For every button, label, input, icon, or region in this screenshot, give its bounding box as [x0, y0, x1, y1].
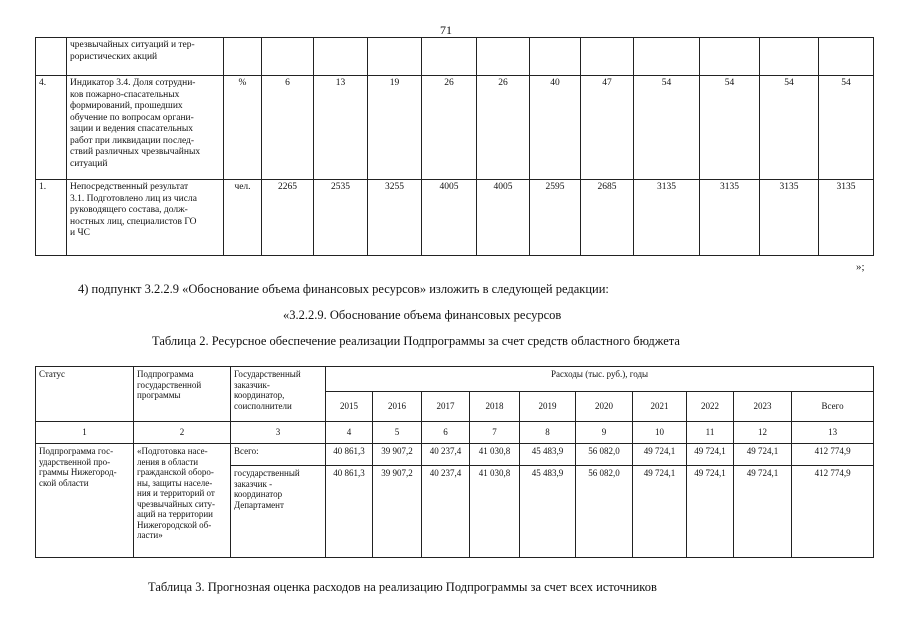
value-cell: 3255	[368, 180, 422, 256]
amount-cell: 56 082,0	[576, 444, 633, 466]
amount-cell: 41 030,8	[470, 444, 520, 466]
value-cell: 13	[314, 76, 368, 180]
column-number: 10	[633, 422, 687, 444]
indicator-text: Индикатор 3.4. Доля сотрудни- ков пожарно-спасательных формирований, прошедших обучение по вопросам органи- зации и ведения спасательных работ при ликвидации послед- ствий различных чрезвычайных ситуаций	[67, 76, 224, 180]
value-cell	[262, 38, 314, 76]
column-number: 4	[326, 422, 373, 444]
value-cell: 3135	[760, 180, 819, 256]
value-cell	[760, 38, 819, 76]
year-header: Всего	[792, 392, 874, 422]
value-cell	[422, 38, 477, 76]
value-cell: 3135	[700, 180, 760, 256]
amount-cell: 40 237,4	[422, 444, 470, 466]
indicators-table	[35, 37, 874, 256]
amount-cell: 40 861,3	[326, 466, 373, 558]
value-cell: 26	[422, 76, 477, 180]
amount-cell: 39 907,2	[373, 466, 422, 558]
value-cell: 2595	[530, 180, 581, 256]
column-number: 5	[373, 422, 422, 444]
amount-cell: 56 082,0	[576, 466, 633, 558]
column-number: 11	[687, 422, 734, 444]
closing-quote: »;	[856, 261, 865, 273]
table2-title: Таблица 2. Ресурсное обеспечение реализации Подпрограммы за счет средств областного бюджета	[152, 334, 680, 348]
column-number: 3	[231, 422, 326, 444]
value-cell: 54	[634, 76, 700, 180]
amount-cell: 41 030,8	[470, 466, 520, 558]
table-row	[36, 444, 874, 466]
table-row	[36, 76, 874, 180]
column-number: 8	[520, 422, 576, 444]
value-cell: 54	[760, 76, 819, 180]
header-status: Статус	[36, 367, 134, 422]
value-cell: 40	[530, 76, 581, 180]
value-cell: 3135	[819, 180, 874, 256]
column-number: 13	[792, 422, 874, 444]
value-cell: 19	[368, 76, 422, 180]
amount-cell: 49 724,1	[687, 444, 734, 466]
value-cell	[700, 38, 760, 76]
amount-cell: 39 907,2	[373, 444, 422, 466]
resource-table	[35, 366, 874, 558]
year-header: 2015	[326, 392, 373, 422]
value-cell: 2535	[314, 180, 368, 256]
value-cell: 2685	[581, 180, 634, 256]
column-number: 12	[734, 422, 792, 444]
amount-cell: 49 724,1	[734, 444, 792, 466]
table-row	[36, 180, 874, 256]
customer-label: государственный заказчик - координатор Департамент	[231, 466, 326, 558]
unit-cell	[224, 38, 262, 76]
column-number-row	[36, 422, 874, 444]
amount-cell: 40 861,3	[326, 444, 373, 466]
amount-cell: 49 724,1	[633, 444, 687, 466]
value-cell	[819, 38, 874, 76]
amount-cell: 49 724,1	[633, 466, 687, 558]
value-cell	[368, 38, 422, 76]
row-number	[36, 38, 67, 76]
header-expenses: Расходы (тыс. руб.), годы	[326, 367, 874, 392]
indicator-text: Непосредственный результат 3.1. Подготовлено лиц из числа руководящего состава, долж- ностных лиц, специалистов ГО и ЧС	[67, 180, 224, 256]
table3-title: Таблица 3. Прогнозная оценка расходов на реализацию Подпрограммы за счет всех источников	[148, 580, 657, 594]
value-cell	[634, 38, 700, 76]
indicator-text: чрезвычайных ситуаций и тер- рористических акций	[67, 38, 224, 76]
value-cell: 47	[581, 76, 634, 180]
year-header: 2017	[422, 392, 470, 422]
value-cell: 4005	[422, 180, 477, 256]
column-number: 9	[576, 422, 633, 444]
value-cell: 54	[700, 76, 760, 180]
amount-cell: 412 774,9	[792, 466, 874, 558]
row-number: 1.	[36, 180, 67, 256]
value-cell: 4005	[477, 180, 530, 256]
amount-cell: 412 774,9	[792, 444, 874, 466]
amount-cell: 49 724,1	[687, 466, 734, 558]
amendment-paragraph: 4) подпункт 3.2.2.9 «Обоснование объема финансовых ресурсов» изложить в следующей редакции:	[78, 282, 609, 296]
year-header: 2019	[520, 392, 576, 422]
year-header: 2023	[734, 392, 792, 422]
column-number: 7	[470, 422, 520, 444]
value-cell: 3135	[634, 180, 700, 256]
value-cell: 54	[819, 76, 874, 180]
column-number: 6	[422, 422, 470, 444]
amount-cell: 45 483,9	[520, 444, 576, 466]
program-cell: «Подготовка насе- ления в области гражданской оборо- ны, защиты населе- ния и территорий от чрезвычайных ситу- aций на территории Нижегородской об- ласти»	[134, 444, 231, 558]
amount-cell: 40 237,4	[422, 466, 470, 558]
amount-cell: 49 724,1	[734, 466, 792, 558]
section-heading: «3.2.2.9. Обоснование объема финансовых ресурсов	[283, 308, 562, 322]
total-label: Всего:	[231, 444, 326, 466]
value-cell	[530, 38, 581, 76]
year-header: 2020	[576, 392, 633, 422]
year-header: 2018	[470, 392, 520, 422]
year-header: 2016	[373, 392, 422, 422]
year-header: 2022	[687, 392, 734, 422]
value-cell: 2265	[262, 180, 314, 256]
column-number: 2	[134, 422, 231, 444]
table-row	[36, 38, 874, 76]
status-cell: Подпрограмма гос- ударственной про- граммы Нижегород- ской области	[36, 444, 134, 558]
value-cell	[581, 38, 634, 76]
page-number: 71	[440, 23, 452, 37]
row-number: 4.	[36, 76, 67, 180]
unit-cell: чел.	[224, 180, 262, 256]
value-cell	[477, 38, 530, 76]
value-cell: 26	[477, 76, 530, 180]
header-program: Подпрограмма государственной программы	[134, 367, 231, 422]
header-customer: Государственный заказчик- координатор, соисполнители	[231, 367, 326, 422]
column-number: 1	[36, 422, 134, 444]
unit-cell: %	[224, 76, 262, 180]
amount-cell: 45 483,9	[520, 466, 576, 558]
value-cell: 6	[262, 76, 314, 180]
year-header: 2021	[633, 392, 687, 422]
value-cell	[314, 38, 368, 76]
